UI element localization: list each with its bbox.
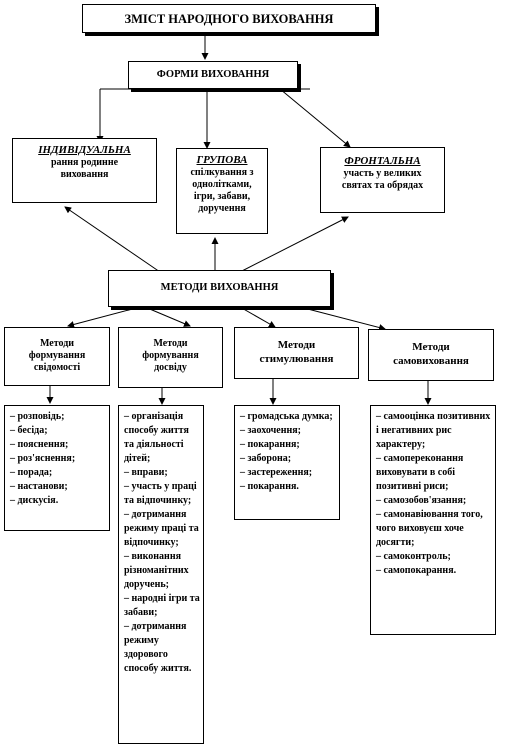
method-group-awareness: Методи формування свідомості [4, 327, 110, 386]
list-item: – народні ігри та забави; [124, 593, 200, 618]
list-item: – участь у праці та відпочинку; [124, 481, 197, 506]
form-frontal-name: ФРОНТАЛЬНА [344, 155, 421, 167]
form-group-name: ГРУПОВА [196, 154, 248, 166]
list-item: – самооцінка позитивних і негативних рис характеру; [376, 411, 491, 450]
list-item: – настанови; [10, 481, 68, 492]
form-individual [12, 138, 157, 203]
method-group-experience: Методи формування досвіду [118, 327, 223, 388]
list-item: – організація способу життя та діяльності дітей; [124, 411, 189, 464]
list-self-education [370, 405, 496, 635]
list-stimulation [234, 405, 340, 520]
list-item: – громадська думка; [240, 411, 333, 422]
form-frontal-desc: участь у великих святах та обрядах [341, 168, 424, 191]
list-item: – самопереконання виховувати в собі позитивні риси; [376, 453, 464, 492]
list-item: – пояснення; [10, 439, 69, 450]
diagram-title: ЗМІСТ НАРОДНОГО ВИХОВАННЯ [82, 4, 376, 33]
methods-heading: МЕТОДИ ВИХОВАННЯ [108, 270, 331, 307]
list-item: – дотримання режиму здорового способу життя. [124, 621, 192, 674]
list-item: – покарання; [240, 439, 300, 450]
method-group-stimulation: Методи стимулювання [234, 327, 359, 379]
list-awareness [4, 405, 110, 531]
list-item: – застереження; [240, 467, 313, 478]
list-item: – виконання різноманітних доручень; [124, 551, 189, 590]
list-item: – бесіда; [10, 425, 48, 436]
list-item: – розповідь; [10, 411, 65, 422]
form-individual-desc: рання родинне виховання [50, 157, 119, 180]
form-individual-name: ІНДИВІДУАЛЬНА [38, 144, 131, 156]
form-frontal [320, 147, 445, 213]
list-item: – заборона; [240, 453, 292, 464]
method-group-self-education: Методи самовиховання [368, 329, 494, 381]
list-item: – заохочення; [240, 425, 301, 436]
list-experience [118, 405, 204, 744]
list-item: – роз'яснення; [10, 453, 76, 464]
list-item: – порада; [10, 467, 53, 478]
forms-heading: ФОРМИ ВИХОВАННЯ [128, 61, 298, 89]
list-item: – покарання. [240, 481, 299, 492]
form-group [176, 148, 268, 234]
list-item: – дискусія. [10, 495, 59, 506]
list-item: – самозобов'язання; [376, 495, 467, 506]
list-item: – самоконтроль; [376, 551, 451, 562]
list-item: – дотримання режиму праці та відпочинку; [124, 509, 199, 548]
form-group-desc: спілкування з однолітками, ігри, забави, доручення [190, 167, 254, 214]
list-item: – самопокарання. [376, 565, 457, 576]
list-item: – самонавіювання того, чого виховуєш хоче досягти; [376, 509, 483, 548]
list-item: – вправи; [124, 467, 168, 478]
